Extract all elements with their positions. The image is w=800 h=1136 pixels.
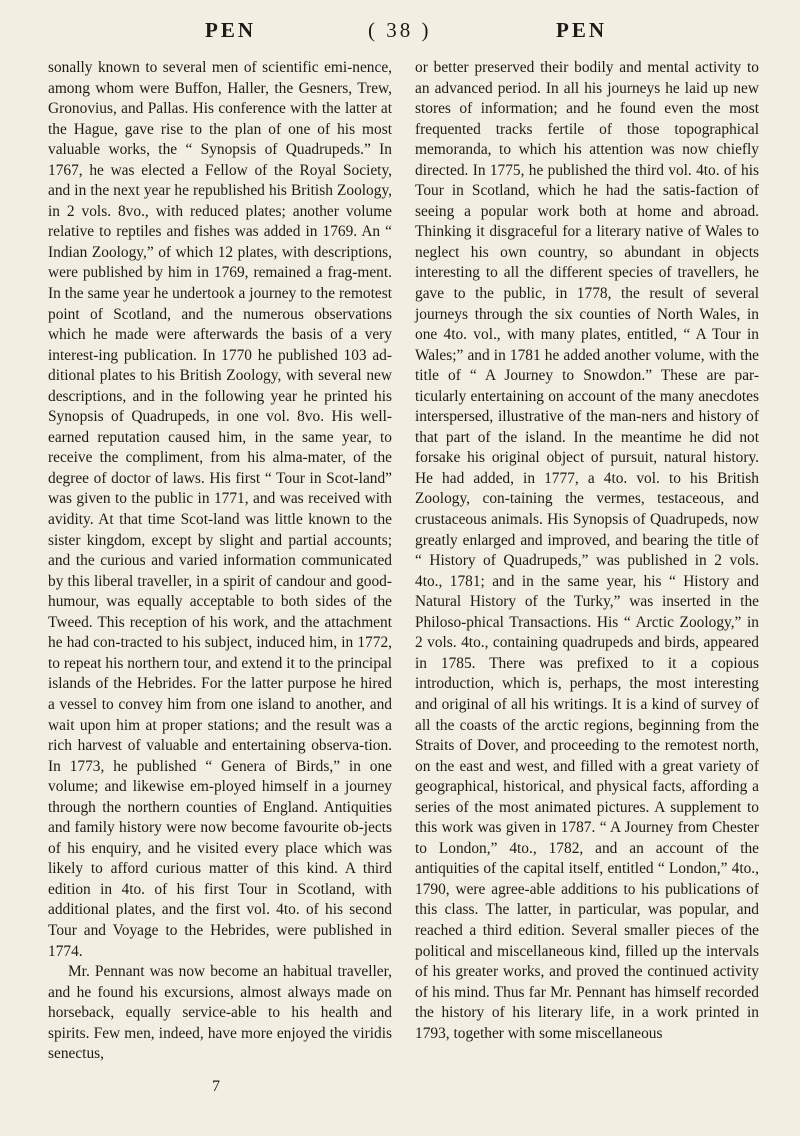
- signature-mark: 7: [212, 1078, 220, 1095]
- left-paragraph-1: sonally known to several men of scientific emi-nence, among whom were Buffon, Haller, the Gesners, Trew, Gronovius, and Pallas. His conference with the latter at the Hague, gave rise to the plan of one of his most valuable works, the “ Synopsis of Quadrupeds.” In 1767, he was elected a Fellow of the Royal Society, and in the next year he republished his British Zoology, in 2 vols. 8vo., with reduced plates; another volume relative to reptiles and fishes was added in 1769. An “ Indian Zoology,” of which 12 plates, with descriptions, were published by him in 1769, remained a frag-ment. In the same year he undertook a journey to the remotest point of Scotland, and the numerous observations which he made were afterwards the basis of a very interest-ing publication. In 1770 he published 103 ad-ditional plates to his British Zoology, with several new descriptions, and in the following year he printed his Synopsis of Quadrupeds, in one vol. 8vo. His well-earned reputation caused him, in the same year, to receive the compliment, from his alma-mater, of the degree of doctor of laws. His first “ Tour in Scot-land” was given to the public in 1771, and was received with avidity. At that time Scot-land was little known to the sister kingdom, except by slight and partial accounts; and the curious and varied information communicated by this liberal traveller, in a spirit of candour and good-humour, was equally acceptable to both sides of the Tweed. This reception of his work, and the attachment he had con-tracted to his subject, induced him, in 1772, to repeat his northern tour, and extend it to the principal islands of the Hebrides. For the latter purpose he hired a vessel to convey him from one island to another, and wait upon him at proper stations; and the result was a rich harvest of valuable and entertaining observa-tion. In 1773, he published “ Genera of Birds,” in one volume; and likewise em-ployed himself in a journey through the northern counties of England. Antiquities and family history were now become favourite ob-jects of his enquiry, and he visited every place which was likely to afford curious matter of this kind. A third edition in 4to. of his first Tour in Scotland, with additional plates, and the first vol. 4to. of his second Tour and Voyage to the Hebrides, were published in 1774.: [48, 59, 392, 960]
- left-paragraph-2: Mr. Pennant was now become an habitual traveller, and he found his excursions, almost always made on horseback, equally service-able to his health and spirits. Few men, indeed, have more enjoyed the viridis senectus,: [48, 963, 392, 1063]
- right-paragraph-1: or better preserved their bodily and mental activity to an advanced period. In all his journeys he laid up new stores of information; and he found even the most frequented tracks fertile of those topographical memoranda, to which his attention was now chiefly directed. In 1775, he published the third vol. 4to. of his Tour in Scotland, which he had the satis-faction of seeing a popular work both at home and abroad. Thinking it disgraceful for a literary native of Wales to neglect his own country, so abundant in objects interesting to all the different species of travellers, he gave to the public, in 1778, the result of several journeys through the six counties of North Wales, in one 4to. vol., with many plates, entitled, “ A Tour in Wales;” and in 1781 he added another volume, with the title of “ A Journey to Snowdon.” These are par-ticularly entertaining on account of the many anecdotes interspersed, illustrative of the man-ners and history of that part of the island. In the meantime he did not forsake his original object of pursuit, natural history. He had added, in 1777, a 4to. vol. to his British Zoology, con-taining the vermes, testaceous, and crustaceous animals. His Synopsis of Quadrupeds, now greatly enlarged and improved, and bearing the title of “ History of Quadrupeds,” was published in 2 vols. 4to., 1781; and in the same year, his “ History and Natural History of the Turky,” was inserted in the Philoso-phical Transactions. His “ Arctic Zoology,” in 2 vols. 4to., containing quadrupeds and birds, appeared in 1785. There was prefixed to it a copious introduction, which is, perhaps, the most interesting and original of all his writings. It is a kind of survey of all the coasts of the arctic regions, beginning from the Straits of Dover, and proceeding to the remotest north, on the east and west, and filled with a great variety of geographical, historical, and physical facts, affording a series of the most animated pictures. A supplement to this work was given in 1787. “ A Journey from Chester to London,” 4to., 1782, and an account of the antiquities of the capital itself, entitled “ London,” 4to., 1790, were agree-able additions to his publications of this class. The latter, in particular, was popular, and reached a third edition. Several smaller pieces of the political and miscellaneous kind, filled up the intervals of his greater works, and proved the continued activity of his mind. Thus far Mr. Pennant has himself recorded the history of his literary life, in a work printed in 1793, together with some miscellaneous: [415, 59, 759, 1042]
- page-number: ( 38 ): [368, 18, 432, 42]
- running-head-right: PEN: [556, 18, 607, 42]
- running-head-left: PEN: [205, 18, 256, 42]
- right-column: [415, 58, 759, 1044]
- left-column: [48, 58, 392, 1065]
- running-head: [0, 18, 800, 48]
